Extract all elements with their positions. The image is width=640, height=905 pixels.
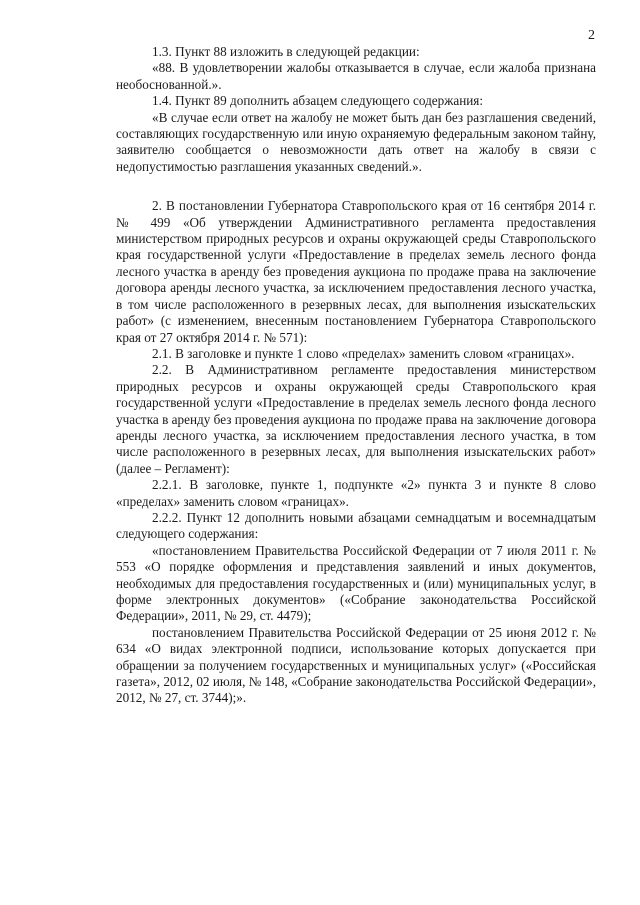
paragraph-2-2: 2.2. В Административном регламенте предоставления министерством природных ресурсов и охраны окружающей среды Ставропольского края государственной услуги «Предоставление в пределах земель лесного фонда лесного участка в аренду без проведения аукциона по продаже права на заключение договора аренды лесного участка, за исключением предоставления лесного участка, в том числе расположенного в резервных лесах, для выполнения изыскательских работ» (далее – Регламент): (116, 362, 596, 476)
paragraph-2: 2. В постановлении Губернатора Ставропольского края от 16 сентября 2014 г. № 499 «Об утверждении Административного регламента предоставления министерством природных ресурсов и охраны окружающей среды Ставропольского края государственной услуги «Предоставление в пределах земель лесного фонда лесного участка в аренду без проведения аукциона по продаже права на заключение договора аренды лесного участка, за исключением предоставления лесного участка, в том числе расположенного в резервных лесах, для выполнения изыскательских работ» (с изменением, внесенным постановлением Губернатора Ставропольского края от 27 октября 2014 г. № 571): (116, 198, 596, 345)
paragraph-quote-553: «постановлением Правительства Российской Федерации от 7 июля 2011 г. № 553 «О порядке оформления и представления заявлений и иных документов, необходимых для предоставления государственных и (или) муниципальных услуг, в форме электронных документов» («Собрание законодательства Российской Федерации», 2011, № 29, ст. 4479); (116, 542, 596, 624)
document-body (116, 44, 596, 707)
paragraph-1-3: 1.3. Пункт 88 изложить в следующей редакции: (152, 44, 420, 59)
paragraph-2-2-2: 2.2.2. Пункт 12 дополнить новыми абзацами семнадцатым и восемнадцатым следующего содержания: (116, 509, 596, 542)
paragraph-quote-634: постановлением Правительства Российской Федерации от 25 июня 2012 г. № 634 «О видах электронной подписи, использование которых допускается при обращении за получением государственных и муниципальных услуг» («Российская газета», 2012, 02 июля, № 148, «Собрание законодательства Российской Федерации», 2012, № 27, ст. 3744);». (116, 624, 596, 706)
paragraph-quote-89: «В случае если ответ на жалобу не может быть дан без разглашения сведений, составляющих государственную или иную охраняемую федеральным законом тайну, заявителю сообщается о невозможности дать ответ на жалобу в связи с недопустимостью разглашения указанных сведений.». (116, 109, 596, 174)
paragraph-1-4: 1.4. Пункт 89 дополнить абзацем следующего содержания: (152, 93, 484, 109)
paragraph-2-2-1: 2.2.1. В заголовке, пункте 1, подпункте «2» пункта 3 и пункте 8 слово «пределах» заменить словом «границах». (116, 477, 596, 509)
page-number: 2 (588, 28, 595, 43)
paragraph-quote-88: «88. В удовлетворении жалобы отказывается в случае, если жалоба признана необоснованной.». (116, 60, 596, 92)
paragraph-2-1: 2.1. В заголовке и пункте 1 слово «пределах» заменить словом «границах». (152, 345, 575, 361)
